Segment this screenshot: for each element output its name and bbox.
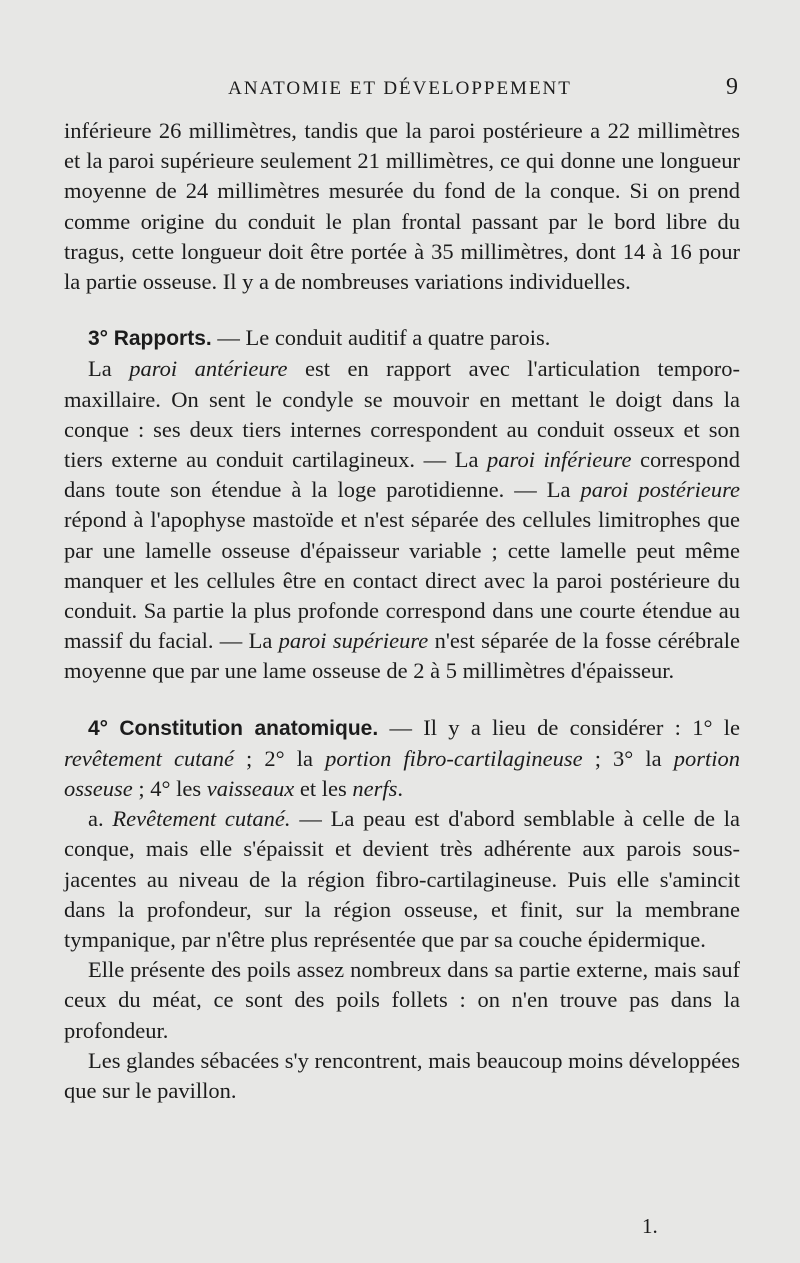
- paragraph-measurements: inférieure 26 millimètres, tandis que la paroi postérieure a 22 millimètres et la paroi supérieure seulement 21 millimètres, ce qui donne une longueur moyenne de 24 millimètres mesurée du fond de la conque. Si on prend comme origine du conduit le plan frontal passant par le bord libre du tragus, cette longueur doit être portée à 35 millimètres, dont 14 à 16 pour la partie osseuse. Il y a de nombreuses variations individuelles.: [64, 118, 740, 295]
- page-number: 9: [726, 74, 738, 100]
- section-number: 3°: [88, 327, 109, 351]
- section-heading-rapports: Rapports.: [113, 327, 212, 351]
- section-number: 4°: [88, 716, 109, 740]
- section-heading-constitution: Constitution anatomique.: [119, 716, 379, 740]
- paragraph-poils: Elle présente des poils assez nombreux dans sa partie externe, mais sauf ceux du méat, ce sont des poils follets : on n'en trouve pas dans la profondeur.: [64, 957, 740, 1043]
- term-paroi-inferieure: paroi inférieure: [487, 447, 632, 473]
- running-title: ANATOMIE ET DÉVELOPPEMENT: [228, 78, 572, 99]
- term-paroi-anterieure: paroi antérieure: [129, 356, 288, 382]
- paragraph-parois: La paroi antérieure est en rapport avec l'articulation temporo-maxillaire. On sent le condyle se mouvoir en mettant le doigt dans la conque : ses deux tiers internes correspondent au conduit osseux et son tiers externe au conduit cartilagineux. — La paroi inférieure correspond dans toute son étendue à la loge parotidienne. — La paroi postérieure répond à l'apophyse mastoïde et n'est séparée des cellules limitrophes que par une lamelle osseuse d'épaisseur variable ; cette lamelle peut même manquer et les cellules être en contact direct avec la paroi postérieure du conduit. Sa partie la plus profonde correspond dans une courte étendue au massif du facial. — La paroi supérieure n'est séparée de la fosse cérébrale moyenne que par une lame osseuse de 2 à 5 millimètres d'épaisseur.: [64, 356, 741, 684]
- paragraph-revetement: a. Revêtement cutané. — La peau est d'abord semblable à celle de la conque, mais elle s'épaissit et devient très adhérente aux parois sous-jacentes au niveau de la région fibro-cartilagineuse. Puis elle s'amincit dans la profondeur, sur la région osseuse, et finit, sur la membrane tympanique, par n'être plus représentée que par sa couche épidermique.: [64, 806, 740, 953]
- page-body: [64, 116, 740, 1106]
- term-paroi-superieure: paroi supérieure: [278, 628, 429, 654]
- section-rapports-intro: 3° Rapports. — Le conduit auditif a quatre parois.: [88, 325, 551, 351]
- running-header: [62, 72, 738, 106]
- paragraph-glandes: Les glandes sébacées s'y rencontrent, mais beaucoup moins développées que sur le pavillon.: [64, 1047, 740, 1104]
- term-paroi-posterieure: paroi postérieure: [580, 477, 740, 503]
- section-constitution-intro: 4° Constitution anatomique. — Il y a lieu de considérer : 1° le revêtement cutané ; 2° la portion fibro-cartilagineuse ; 3° la portion osseuse ; 4° les vaisseaux et les nerfs.: [64, 714, 740, 802]
- subheading-revetement-cutane: Revêtement cutané.: [112, 806, 291, 832]
- signature-mark: 1.: [642, 1214, 658, 1238]
